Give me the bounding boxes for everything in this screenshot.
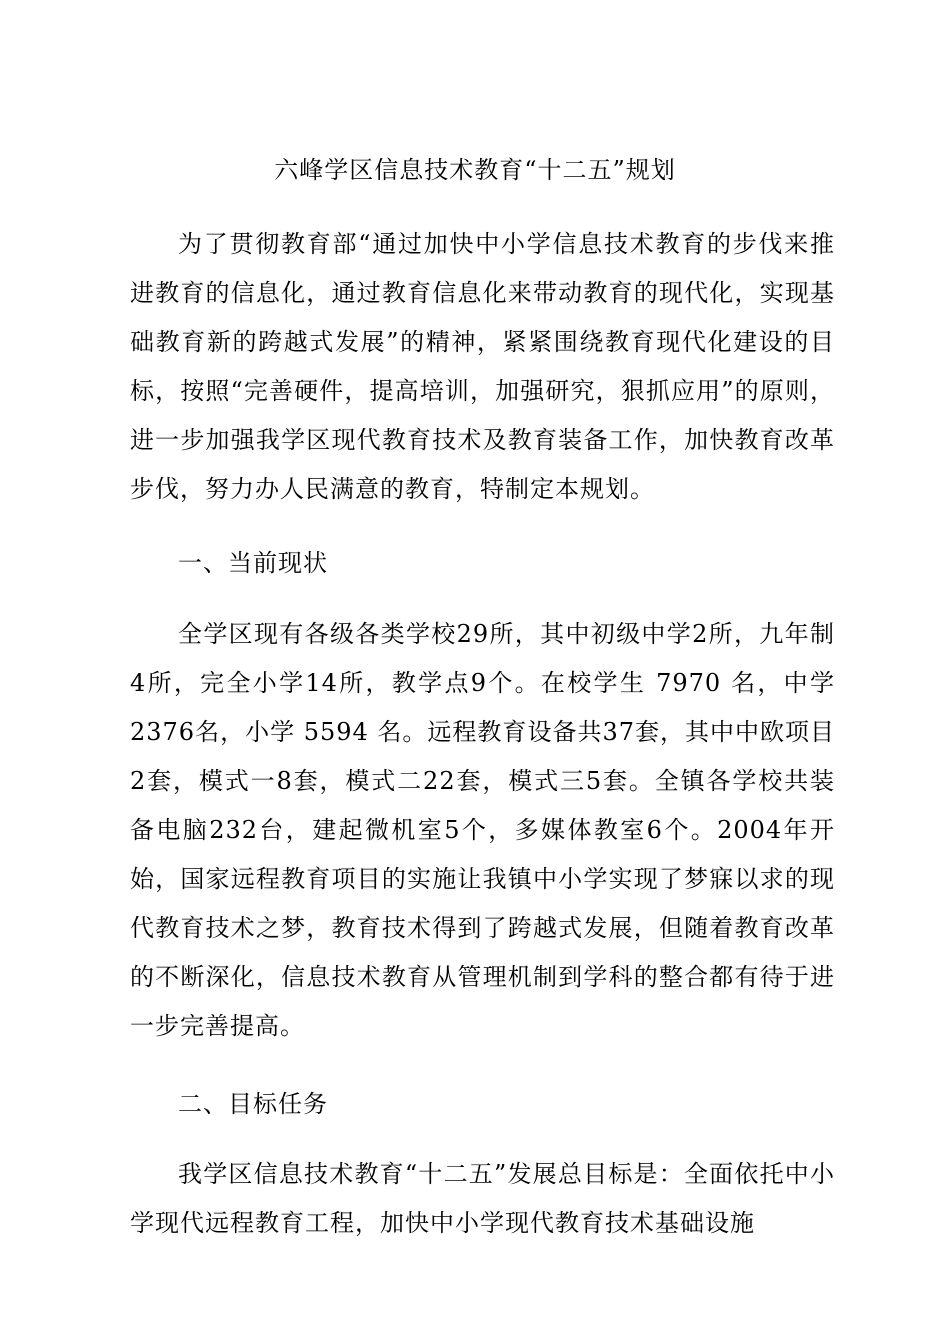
section-paragraph-goals-tasks: 我学区信息技术教育“十二五”发展总目标是：全面依托中小学现代远程教育工程，加快中小学现代教育技术基础设施 [130,1160,835,1237]
section-paragraph-current-status: 全学区现有各级各类学校29所，其中初级中学2所，九年制4所，完全小学14所，教学点9个。在校学生 7970 名，中学2376名，小学 5594 名。远程教育设备共37套，其中中欧项目2套，模式一8套，模式二22套，模式三5套。全镇各学校共装备电脑232台，建起微机室5个，多媒体教室6个。2004年开始，国家远程教育项目的实施让我镇中小学实现了梦寐以求的现代教育技术之梦，教育技术得到了跨越式发展，但随着教育改革的不断深化，信息技术教育从管理机制到学科的整合都有待于进一步完善提高。 [130,620,835,1040]
section-heading-goals-tasks: 二、目标任务 [178,1090,328,1118]
document-title: 六峰学区信息技术教育“十二五”规划 [274,156,676,184]
intro-paragraph: 为了贯彻教育部“通过加快中小学信息技术教育的步伐来推进教育的信息化，通过教育信息化来带动教育的现代化，实现基础教育新的跨越式发展”的精神，紧紧围绕教育现代化建设的目标，按照“完善硬件，提高培训，加强研究，狠抓应用”的原则，进一步加强我学区现代教育技术及教育装备工作，加快教育改革步伐，努力办人民满意的教育，特制定本规划。 [130,230,835,503]
section-heading-current-status: 一、当前现状 [178,549,328,577]
